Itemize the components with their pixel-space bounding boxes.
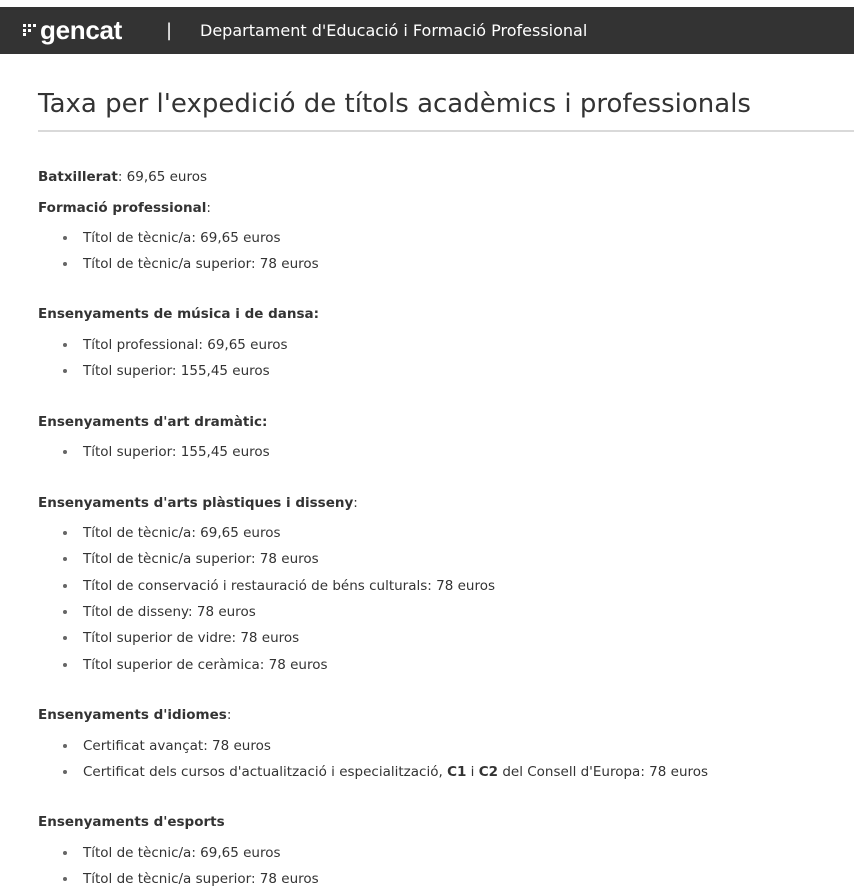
list-item-text: Títol de tècnic/a: 69,65 euros [83,230,281,246]
section-heading-label: Ensenyaments d'art dramàtic: [38,414,268,430]
bullet-icon [63,770,67,774]
section-heading-suffix: : [353,495,358,511]
list-item-text: Certificat avançat: 78 euros [83,738,271,754]
section-heading-musica-dansa [38,305,319,323]
list-item-text: Títol de tècnic/a superior: 78 euros [83,871,319,887]
list-item-text-part: Certificat dels cursos d'actualització i especialització, [83,764,448,780]
bullet-icon [63,851,67,855]
level-c2-label: C2 [478,764,499,780]
section-heading-art-dramatic [38,413,267,431]
bullet-icon [63,236,67,240]
gencat-logo-text: gencat [40,15,123,45]
bullet-icon [63,663,67,667]
section-heading-arts-plastiques [38,494,358,512]
bullet-icon [63,531,67,535]
bullet-icon [63,369,67,373]
bullet-icon [63,557,67,561]
bullet-icon [63,343,67,347]
list-item-text: Títol de tècnic/a: 69,65 euros [83,845,281,861]
section-heading-formacio-professional [38,199,211,217]
bullet-icon [63,636,67,640]
title-divider [38,130,854,132]
bullet-icon [63,610,67,614]
section-heading-suffix: : [206,200,211,216]
gencat-logo-link[interactable] [23,13,122,47]
level-c1-label: C1 [447,764,467,780]
list-item-text: Títol superior: 155,45 euros [83,444,270,460]
section-heading-label: Ensenyaments d'esports [38,814,225,830]
bullet-icon [63,450,67,454]
list-item-text: Títol superior de vidre: 78 euros [83,630,300,646]
department-link[interactable]: Departament d'Educació i Formació Professional [200,21,588,40]
section-heading-label: Ensenyaments d'idiomes [38,707,227,723]
section-heading-label: Ensenyaments de música i de dansa: [38,306,320,322]
bullet-icon [63,584,67,588]
section-heading-idiomes [38,706,231,724]
bullet-icon [63,262,67,266]
list-item-text: Títol de tècnic/a: 69,65 euros [83,525,281,541]
list-item-text: Títol de conservació i restauració de béns culturals: 78 euros [83,578,496,594]
list-item-text: Títol de tècnic/a superior: 78 euros [83,551,319,567]
bullet-icon [63,744,67,748]
top-header-bar [0,7,854,54]
section-heading-batxillerat [38,168,207,186]
section-heading-esports [38,813,225,831]
section-heading-suffix: : [226,707,232,723]
list-item-text: Títol de disseny: 78 euros [83,604,256,620]
list-item-text-part: i [466,764,479,780]
header-separator: | [166,20,173,41]
section-heading-suffix: : 69,65 euros [117,169,208,185]
list-item-text: Títol superior: 155,45 euros [83,363,270,379]
list-item-text [83,763,708,781]
list-item-text-part: del Consell d'Europa: 78 euros [498,764,709,780]
gencat-logo-icon [23,24,37,36]
section-heading-label: Ensenyaments d'arts plàstiques i disseny [38,495,354,511]
list-item-text: Títol superior de ceràmica: 78 euros [83,657,328,673]
list-item-text: Títol professional: 69,65 euros [83,337,288,353]
page-title: Taxa per l'expedició de títols acadèmics i professionals [38,89,751,119]
list-item-text: Títol de tècnic/a superior: 78 euros [83,256,319,272]
section-heading-label: Formació professional [38,200,207,216]
section-heading-label: Batxillerat [38,169,118,185]
bullet-icon [63,877,67,881]
